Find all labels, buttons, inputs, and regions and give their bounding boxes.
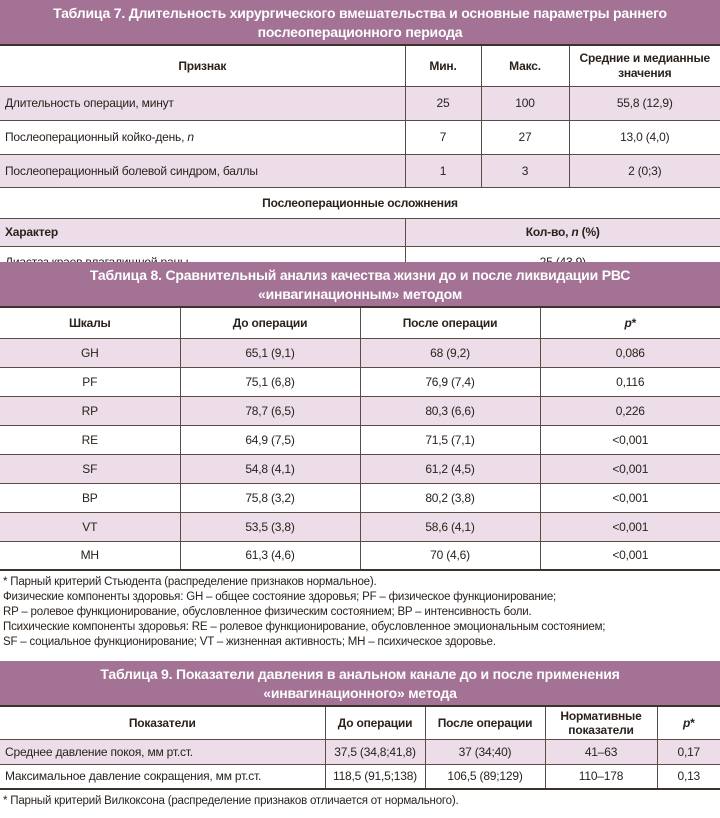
value-cell: 55,8 (12,9) xyxy=(569,86,720,120)
max-cell: 100 xyxy=(481,86,569,120)
table-8-grid xyxy=(0,308,720,571)
before-cell: 54,8 (4,1) xyxy=(180,454,360,483)
header-count-italic-n: n xyxy=(571,225,579,240)
header-scale: Шкалы xyxy=(0,308,180,338)
note-line: Физические компоненты здоровья: GH – общее состояние здоровья; PF – физическое функционирование; xyxy=(3,591,557,603)
after-cell: 80,2 (3,8) xyxy=(360,483,540,512)
min-cell: 7 xyxy=(405,120,481,154)
min-cell: 1 xyxy=(405,154,481,187)
table-7-caption: Таблица 7. Длительность хирургического вмешательства и основные параметры раннего послеоперационного периода xyxy=(0,0,720,46)
header-feature: Признак xyxy=(0,46,405,86)
table-8-header-row xyxy=(0,308,720,338)
table-row xyxy=(0,739,720,764)
feature-italic-n: n xyxy=(187,130,194,144)
p-cell: 0,17 xyxy=(657,739,720,764)
p-cell: 0,226 xyxy=(540,396,720,425)
table-row xyxy=(0,425,720,454)
after-cell: 80,3 (6,6) xyxy=(360,396,540,425)
before-cell: 118,5 (91,5;138) xyxy=(325,764,425,789)
table-row xyxy=(0,367,720,396)
after-cell: 106,5 (89;129) xyxy=(425,764,545,789)
header-min: Мин. xyxy=(405,46,481,86)
scale-cell: BP xyxy=(0,483,180,512)
p-cell: <0,001 xyxy=(540,541,720,570)
table-9-caption: Таблица 9. Показатели давления в анальном канале до и после применения «инвагинационного» метода xyxy=(0,661,720,707)
scale-cell: VT xyxy=(0,512,180,541)
header-normative: Нормативные показатели xyxy=(545,707,657,739)
note-line: * Парный критерий Вилкоксона (распределение признаков отличается от нормального). xyxy=(3,795,459,807)
table-row xyxy=(0,541,720,570)
header-before: До операции xyxy=(325,707,425,739)
value-cell: 2 (0;3) xyxy=(569,154,720,187)
header-mean-median: Средние и медианные значения xyxy=(569,46,720,86)
after-cell: 71,5 (7,1) xyxy=(360,425,540,454)
note-line: * Парный критерий Стьюдента (распределение признаков нормальное). xyxy=(3,576,377,588)
scale-cell: RP xyxy=(0,396,180,425)
header-p-italic: p xyxy=(682,715,691,730)
max-cell: 3 xyxy=(481,154,569,187)
normative-cell: 41–63 xyxy=(545,739,657,764)
p-cell: <0,001 xyxy=(540,512,720,541)
feature-cell: Послеоперационный болевой синдром, баллы xyxy=(0,154,405,187)
table-row xyxy=(0,396,720,425)
p-cell: <0,001 xyxy=(540,454,720,483)
scale-cell: RE xyxy=(0,425,180,454)
complications-title: Послеоперационные осложнения xyxy=(0,188,720,219)
header-p xyxy=(540,308,720,338)
table-row xyxy=(0,338,720,367)
before-cell: 64,9 (7,5) xyxy=(180,425,360,454)
feature-text: Послеоперационный койко-день, xyxy=(5,130,188,144)
header-after: После операции xyxy=(425,707,545,739)
indicator-cell: Среднее давление покоя, мм рт.ст. xyxy=(0,739,325,764)
max-cell: 27 xyxy=(481,120,569,154)
table-row xyxy=(0,454,720,483)
feature-cell xyxy=(0,120,405,154)
table-7-grid xyxy=(0,46,720,188)
table-7-header-row xyxy=(0,46,720,86)
header-count xyxy=(405,219,720,247)
before-cell: 78,7 (6,5) xyxy=(180,396,360,425)
scale-cell: SF xyxy=(0,454,180,483)
header-count-suffix: (%) xyxy=(578,225,600,240)
p-cell: <0,001 xyxy=(540,483,720,512)
header-p-asterisk: * xyxy=(690,715,695,730)
note-line: RP – ролевое функционирование, обусловленное физическим состоянием; BP – интенсивность боли. xyxy=(3,606,532,618)
before-cell: 53,5 (3,8) xyxy=(180,512,360,541)
table-8 xyxy=(0,262,720,650)
after-cell: 76,9 (7,4) xyxy=(360,367,540,396)
header-count-text: Кол-во, xyxy=(525,225,572,240)
scale-cell: MH xyxy=(0,541,180,570)
p-cell: 0,086 xyxy=(540,338,720,367)
table-9-header-row xyxy=(0,707,720,739)
table-8-caption: Таблица 8. Сравнительный анализ качества жизни до и после ликвидации РВС «инвагинационным» методом xyxy=(0,262,720,308)
after-cell: 68 (9,2) xyxy=(360,338,540,367)
table-7 xyxy=(0,0,720,277)
normative-cell: 110–178 xyxy=(545,764,657,789)
p-cell: 0,13 xyxy=(657,764,720,789)
table-9 xyxy=(0,661,720,809)
value-cell: 13,0 (4,0) xyxy=(569,120,720,154)
table-9-notes xyxy=(0,790,720,809)
before-cell: 75,1 (6,8) xyxy=(180,367,360,396)
before-cell: 75,8 (3,2) xyxy=(180,483,360,512)
note-line: SF – социальное функционирование; VT – жизненная активность; MH – психическое здоровье. xyxy=(3,636,496,648)
after-cell: 70 (4,6) xyxy=(360,541,540,570)
after-cell: 61,2 (4,5) xyxy=(360,454,540,483)
after-cell: 58,6 (4,1) xyxy=(360,512,540,541)
complications-header-row xyxy=(0,219,720,247)
p-cell: 0,116 xyxy=(540,367,720,396)
table-9-grid xyxy=(0,707,720,790)
min-cell: 25 xyxy=(405,86,481,120)
note-line: Психические компоненты здоровья: RE – ролевое функционирование, обусловленное эмоциональным состоянием; xyxy=(3,621,606,633)
header-p-asterisk: * xyxy=(631,315,637,330)
header-before: До операции xyxy=(180,308,360,338)
header-p xyxy=(657,707,720,739)
table-row xyxy=(0,764,720,789)
after-cell: 37 (34;40) xyxy=(425,739,545,764)
before-cell: 37,5 (34,8;41,8) xyxy=(325,739,425,764)
table-row xyxy=(0,483,720,512)
scale-cell: GH xyxy=(0,338,180,367)
feature-cell: Длительность операции, минут xyxy=(0,86,405,120)
header-indicator: Показатели xyxy=(0,707,325,739)
before-cell: 65,1 (9,1) xyxy=(180,338,360,367)
table-row xyxy=(0,512,720,541)
p-cell: <0,001 xyxy=(540,425,720,454)
header-p-italic: p xyxy=(624,315,632,330)
scale-cell: PF xyxy=(0,367,180,396)
table-row xyxy=(0,154,720,187)
table-row xyxy=(0,86,720,120)
table-row xyxy=(0,120,720,154)
before-cell: 61,3 (4,6) xyxy=(180,541,360,570)
header-after: После операции xyxy=(360,308,540,338)
header-character: Характер xyxy=(0,219,405,247)
indicator-cell: Максимальное давление сокращения, мм рт.ст. xyxy=(0,764,325,789)
table-8-notes xyxy=(0,571,720,650)
header-max: Макс. xyxy=(481,46,569,86)
